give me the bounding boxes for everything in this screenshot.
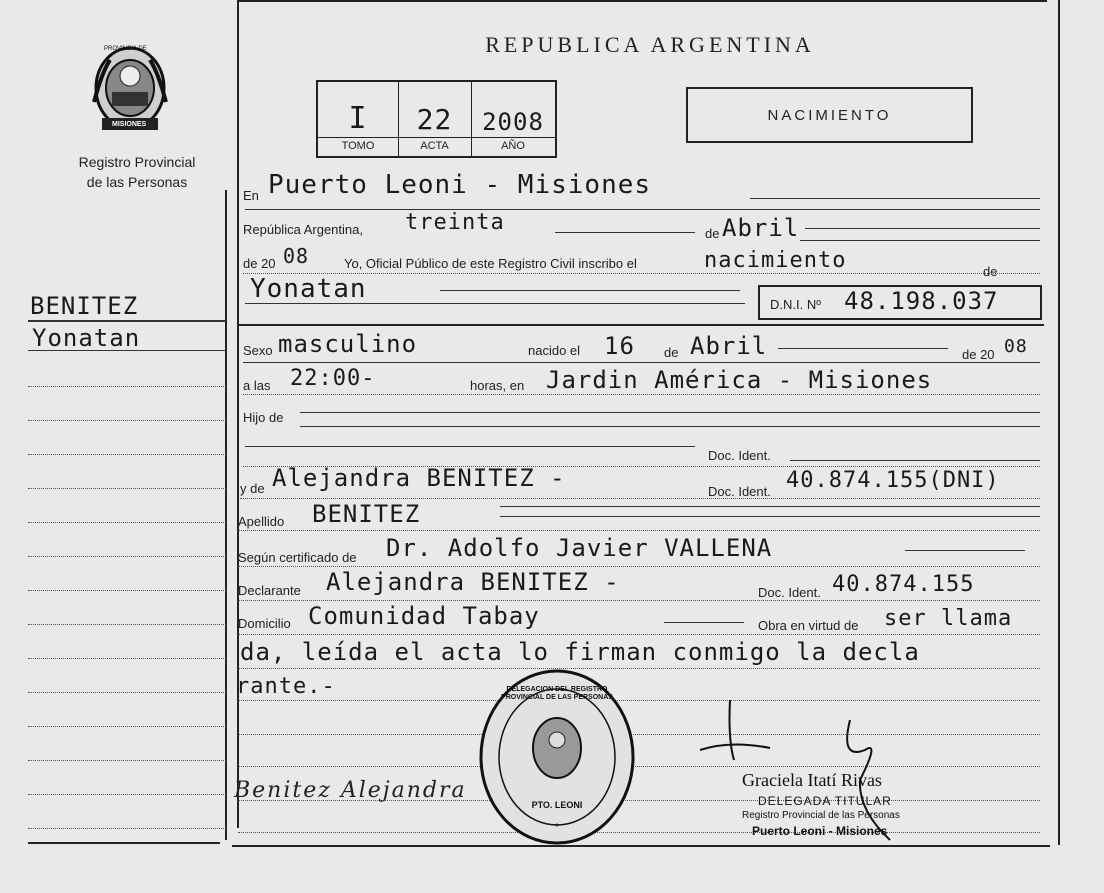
- anio-nac-value: 08: [1004, 336, 1028, 357]
- nombre-value: Yonatan: [250, 274, 367, 304]
- acta-value: 22: [416, 103, 453, 136]
- official-org: Registro Provincial de las Personas: [742, 810, 900, 821]
- anio-corto-value: 08: [283, 244, 310, 268]
- declarante-doc-value: 40.874.155: [832, 572, 975, 597]
- label-en: En: [243, 188, 259, 203]
- label-obra: Obra en virtud de: [758, 618, 859, 633]
- margin-surname: BENITEZ: [30, 292, 139, 320]
- lugar-value: Puerto Leoni - Misiones: [268, 170, 652, 200]
- label-sexo: Sexo: [243, 343, 273, 358]
- hora-value: 22:00-: [290, 366, 376, 391]
- left-column-border: [237, 0, 239, 828]
- label-dni: D.N.I. Nº: [770, 297, 821, 312]
- declarante-value: Alejandra BENITEZ -: [326, 568, 620, 596]
- form-divider: [225, 190, 227, 840]
- stamp-inner-text: PTO. LEONI: [531, 800, 583, 810]
- mes-nac-value: Abril: [690, 332, 768, 360]
- medico-value: Dr. Adolfo Javier VALLENA: [386, 534, 773, 562]
- logo-text-bottom: MISIONES: [112, 121, 147, 128]
- anio-value: 2008: [482, 108, 544, 136]
- apellido-value: BENITEZ: [312, 500, 421, 528]
- sexo-value: masculino: [278, 330, 418, 358]
- document-type-box: [686, 87, 973, 143]
- label-de-20: de 20: [243, 256, 276, 271]
- stamp-outer-text: DELEGACION DEL REGISTRO PROVINCIAL DE LAS PERSONAS: [501, 686, 613, 701]
- madre-doc-value: 40.874.155(DNI): [786, 468, 1000, 493]
- country-title: REPUBLICA ARGENTINA: [485, 32, 815, 57]
- official-title: DELEGADA TITULAR: [758, 794, 892, 808]
- domicilio-value: Comunidad Tabay: [308, 602, 540, 630]
- label-a-las: a las: [243, 378, 271, 393]
- acto-value: nacimiento: [704, 248, 847, 273]
- right-border: [1058, 0, 1060, 845]
- org-name-line2: de las Personas: [86, 174, 188, 190]
- obra-value: ser llama: [884, 606, 1013, 631]
- lugar-nac-value: Jardin América - Misiones: [546, 366, 933, 394]
- mes-value: Abril: [722, 214, 800, 242]
- label-doc-ident-1: Doc. Ident.: [708, 448, 771, 463]
- label-yo-text: Yo, Oficial Público de este Registro Civil inscribo el: [344, 256, 637, 271]
- label-segun: Según certificado de: [238, 550, 357, 565]
- acta-label: ACTA: [420, 140, 449, 152]
- svg-text:*: *: [555, 822, 559, 833]
- firma-declarante: Benitez Alejandra: [234, 778, 467, 803]
- label-doc-ident-2: Doc. Ident.: [708, 484, 771, 499]
- dia-nac-value: 16: [604, 332, 635, 360]
- tomo-value: I: [348, 101, 368, 136]
- anio-label: AÑO: [501, 140, 525, 152]
- label-rep-arg: República Argentina,: [243, 222, 363, 237]
- registration-box: [316, 80, 557, 158]
- label-de-end: de: [983, 264, 998, 279]
- margin-name: Yonatan: [32, 324, 141, 352]
- official-place: Puerto Leoni - Misiones: [752, 824, 888, 838]
- label-hijo-de: Hijo de: [243, 410, 284, 425]
- dni-box: [758, 285, 1042, 320]
- label-domicilio: Domicilio: [238, 616, 291, 631]
- texto-1: da, leída el acta lo firman conmigo la decla: [240, 638, 920, 666]
- label-de-day: de: [664, 345, 679, 360]
- logo-text-top: PROVINCIA DE: [104, 46, 147, 52]
- dia-texto-value: treinta: [405, 210, 505, 235]
- label-declarante: Declarante: [238, 583, 301, 598]
- label-nacido-el: nacido el: [528, 343, 581, 358]
- tomo-label: TOMO: [341, 140, 375, 152]
- bottom-border-left: [28, 842, 220, 844]
- document-type: NACIMIENTO: [767, 106, 892, 124]
- texto-2: rante.-: [236, 674, 336, 699]
- label-de-year: de 20: [962, 347, 995, 362]
- org-name-line1: Registro Provincial: [78, 154, 196, 170]
- dni-value: 48.198.037: [844, 287, 999, 315]
- madre-value: Alejandra BENITEZ -: [272, 464, 566, 492]
- label-doc-ident-3: Doc. Ident.: [758, 585, 821, 600]
- label-horas-en: horas, en: [470, 378, 525, 393]
- top-border: [237, 0, 1047, 2]
- label-de-month: de: [705, 226, 720, 241]
- label-y-de: y de: [240, 481, 265, 496]
- label-apellido: Apellido: [238, 514, 285, 529]
- official-name: Graciela Itatí Rivas: [742, 770, 882, 790]
